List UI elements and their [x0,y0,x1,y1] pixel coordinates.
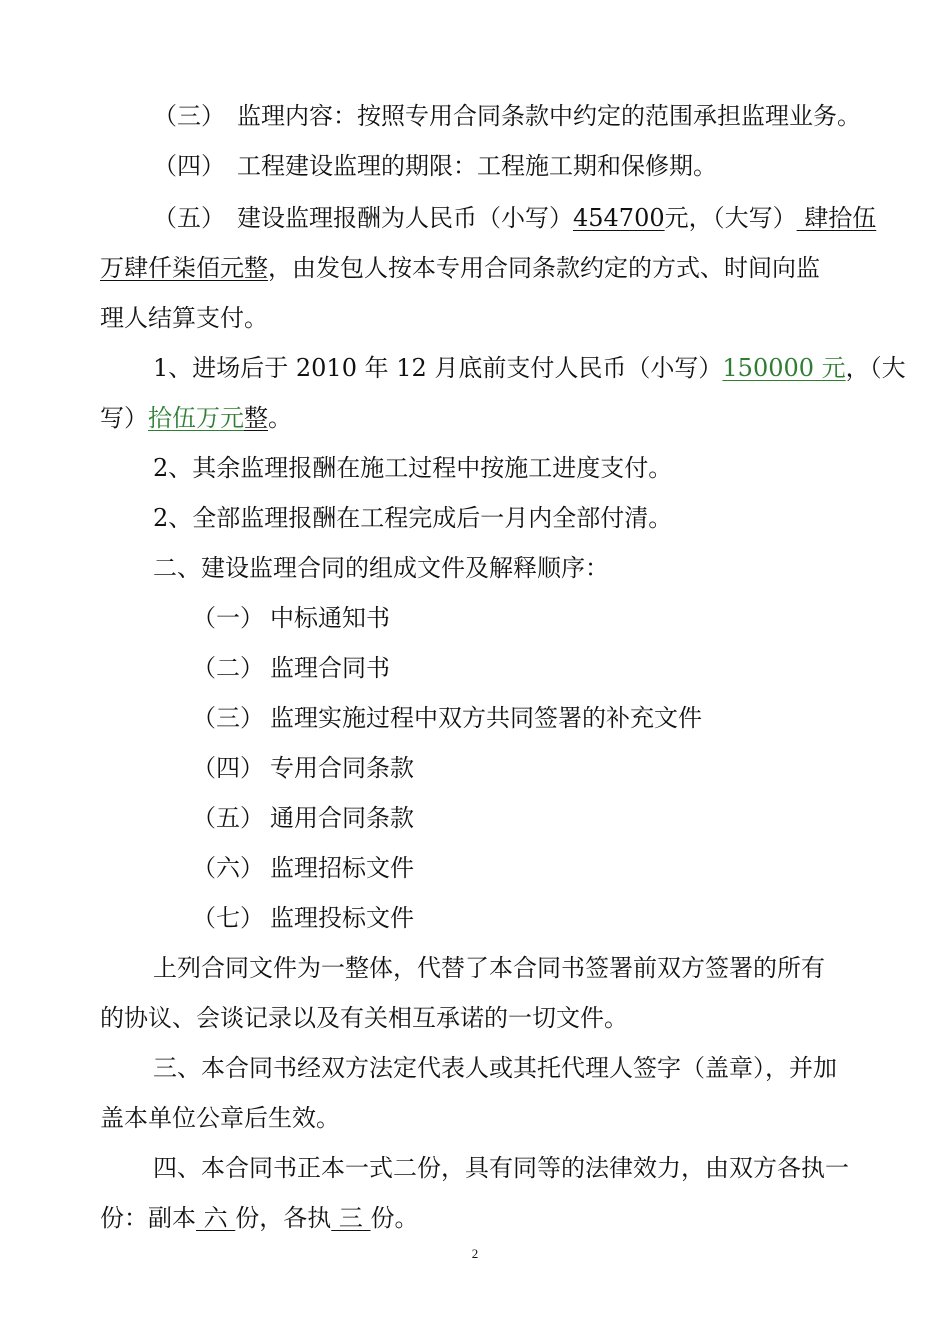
document-text: 监理实施过程中双方共同签署的补充文件 [270,704,702,732]
whole-document-line-2: 的协议、会谈记录以及有关相互承诺的一切文件。 [100,1004,628,1032]
section-2-title: 二、建设监理合同的组成文件及解释顺序： [153,554,609,582]
amount-small-underlined: 454700 [573,204,665,232]
document-label: （二） [192,654,264,682]
document-label: （一） [192,604,264,632]
clause-text: 工程建设监理的期限：工程施工期和保修期。 [237,152,717,180]
payment-2b: 2、全部监理报酬在工程完成后一月内全部付清。 [153,504,673,532]
document-text: 通用合同条款 [270,804,414,832]
payment-text: 。 [268,404,292,432]
document-label: （三） [192,704,264,732]
clause-label: （四） [153,152,225,180]
amount-small-green: 150000 元 [722,354,846,382]
amount-big-rest: 整 [244,404,268,432]
document-item [192,752,414,784]
clause-text: 元，（大写） [664,204,797,232]
clause-text: 理人结算支付。 [100,304,268,332]
clause-label: （三） [153,102,225,130]
clause-text: 建设监理报酬为人民币（小写） [237,204,573,232]
amount-big-underlined: 万肆仟柒佰元整 [100,254,268,282]
whole-document-line-1: 上列合同文件为一整体，代替了本合同书签署前双方签署的所有 [153,954,825,982]
clause-5-line-1 [153,202,876,234]
section-3-line-2: 盖本单位公章后生效。 [100,1104,340,1132]
payment-text: 写） [100,404,148,432]
clause-text: 监理内容：按照专用合同条款中约定的范围承担监理业务。 [237,102,861,130]
section-3-line-1: 三、本合同书经双方法定代表人或其托代理人签字（盖章），并加 [153,1054,837,1082]
copies-count: 六 [196,1204,236,1232]
payment-text: 1、进场后于 2010 年 12 月底前支付人民币（小写） [153,354,723,382]
document-label: （五） [192,804,264,832]
document-item [192,852,414,884]
section-4-text: 份。 [370,1204,419,1232]
document-item [192,702,702,734]
amount-big-green: 拾伍万元 [148,404,244,432]
document-text: 监理合同书 [270,654,390,682]
each-count: 三 [331,1204,371,1232]
document-label: （七） [192,904,264,932]
clause-4 [153,150,717,182]
section-4-line-1: 四、本合同书正本一式二份，具有同等的法律效力，由双方各执一 [153,1154,849,1182]
payment-text: ，（大 [845,354,906,382]
document-text: 中标通知书 [270,604,390,632]
payment-2a: 2、其余监理报酬在施工过程中按施工进度支付。 [153,454,673,482]
document-text: 监理投标文件 [270,904,414,932]
document-item [192,602,390,634]
document-item [192,802,414,834]
clause-5-line-3 [100,302,268,334]
document-text: 监理招标文件 [270,854,414,882]
payment-1-line-2 [100,402,292,434]
clause-label: （五） [153,204,225,232]
clause-3 [153,100,861,132]
section-4-text: 份：副本 [100,1204,196,1232]
amount-big-underlined: 肆拾伍 [796,204,877,232]
payment-1-line-1 [153,352,906,384]
clause-text: ，由发包人按本专用合同条款约定的方式、时间向监 [268,254,820,282]
page-number: 2 [471,1246,479,1261]
clause-5-line-2 [100,252,820,284]
document-label: （四） [192,754,264,782]
section-4-line-2 [100,1202,419,1234]
document-text: 专用合同条款 [270,754,414,782]
document-item [192,652,390,684]
section-4-text: 份，各执 [235,1204,332,1232]
document-label: （六） [192,854,264,882]
document-item [192,902,414,934]
